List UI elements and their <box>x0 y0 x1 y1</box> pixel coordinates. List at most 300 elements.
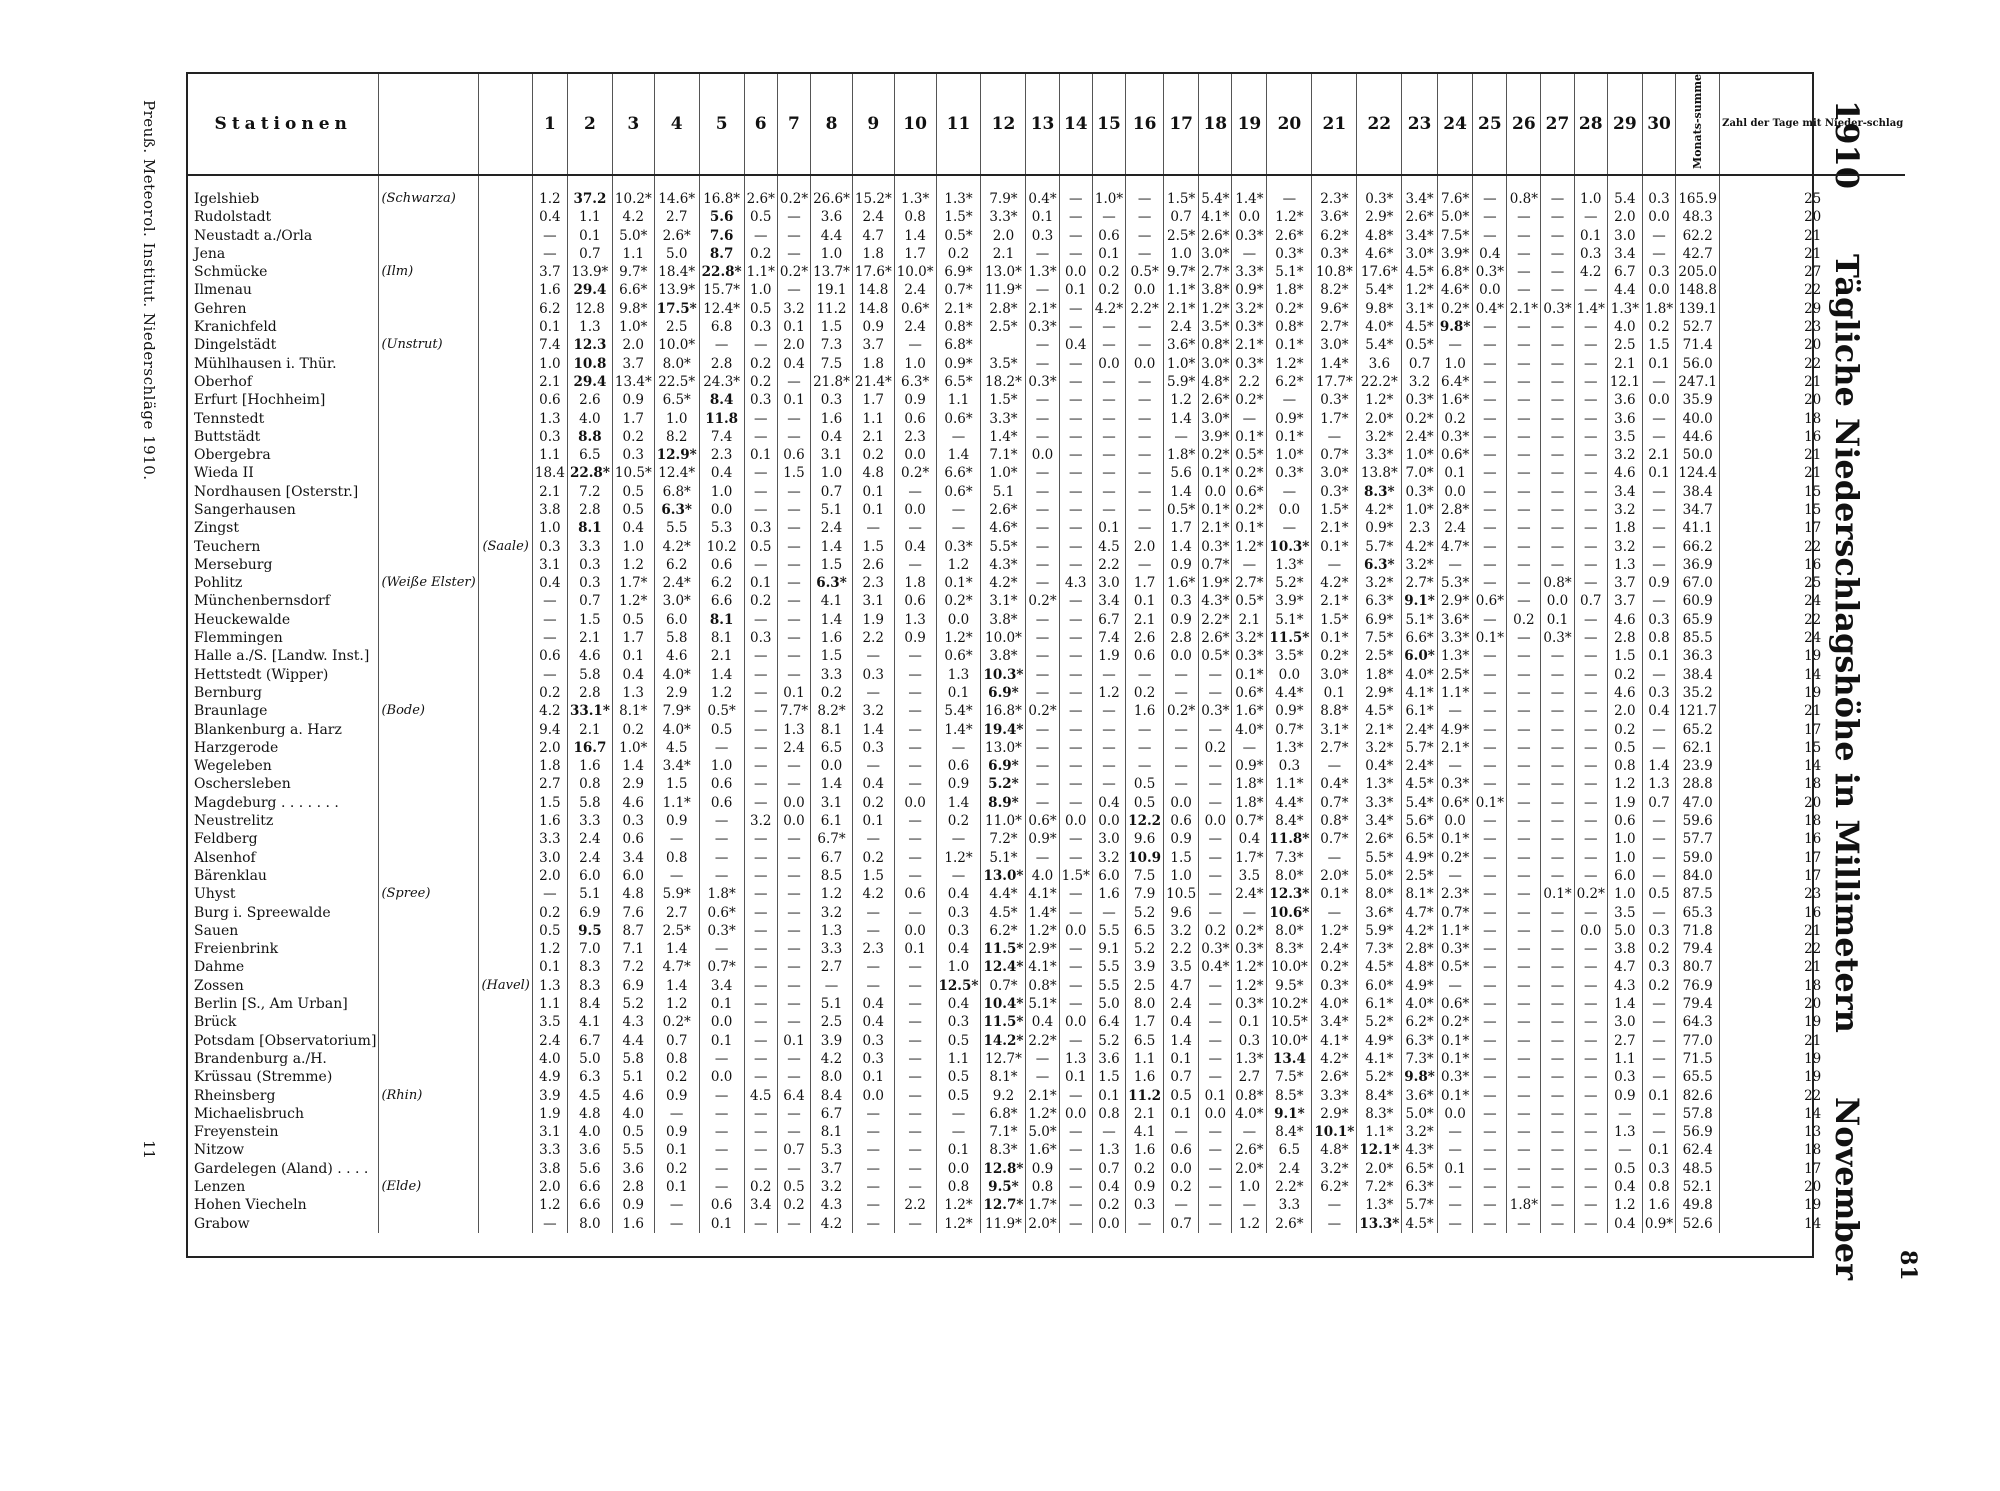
daily-value: 4.0* <box>654 666 699 684</box>
table-row <box>188 1215 1905 1233</box>
daily-value: 1.4 <box>936 446 981 464</box>
daily-value: — <box>1574 867 1607 885</box>
daily-value: 4.0 <box>1026 867 1059 885</box>
daily-value: 8.4 <box>699 391 744 409</box>
daily-value: 0.0 <box>1059 812 1092 830</box>
table-row <box>188 849 1905 867</box>
rain-days-count: 15 <box>1720 739 1906 757</box>
daily-value: 0.2 <box>936 245 981 263</box>
daily-value: 3.7 <box>1607 574 1642 592</box>
daily-value: 2.7* <box>1232 574 1267 592</box>
daily-value: 3.0 <box>1607 227 1642 245</box>
daily-value: 9.7* <box>612 263 654 281</box>
daily-value: 4.6* <box>1357 245 1402 263</box>
daily-value: 3.2 <box>744 812 777 830</box>
daily-value: 6.7 <box>1607 263 1642 281</box>
daily-value: — <box>1126 336 1164 354</box>
daily-value: 2.1 <box>567 629 612 647</box>
daily-value: 7.9* <box>654 702 699 720</box>
daily-value: 8.0* <box>1267 867 1312 885</box>
daily-value: 0.0 <box>1059 922 1092 940</box>
daily-value: 0.2* <box>894 464 936 482</box>
daily-value: 3.9* <box>1267 592 1312 610</box>
daily-value: 0.5 <box>936 1087 981 1105</box>
daily-value: — <box>1473 574 1507 592</box>
daily-value: 0.2 <box>612 428 654 446</box>
station-name: Erfurt [Hochheim] <box>194 392 326 409</box>
river-group-label <box>379 1215 479 1233</box>
daily-value: 3.1 <box>532 1123 567 1141</box>
daily-value: 9.7* <box>1164 263 1199 281</box>
daily-value: — <box>1574 629 1607 647</box>
table-row <box>188 574 1905 592</box>
daily-value: 4.5* <box>1402 1215 1438 1233</box>
daily-value: 0.1 <box>936 1141 981 1159</box>
daily-value: 6.6* <box>612 281 654 299</box>
daily-value: — <box>744 464 777 482</box>
monthly-sum: 38.4 <box>1676 483 1720 501</box>
daily-value: 2.7* <box>1199 263 1232 281</box>
daily-value: — <box>1092 775 1125 793</box>
table-row <box>188 263 1905 281</box>
table-row <box>188 611 1905 629</box>
daily-value: 0.1* <box>1473 794 1507 812</box>
daily-value: — <box>1026 574 1059 592</box>
daily-value: 3.5* <box>1267 647 1312 665</box>
river-group-label: (Elde) <box>379 1178 479 1196</box>
daily-value: 9.1* <box>1267 1105 1312 1123</box>
daily-value: 1.2 <box>699 684 744 702</box>
daily-value: 11.8 <box>699 410 744 428</box>
basin-group-label <box>479 647 532 665</box>
station-name: Krüssau (Stremme) <box>194 1069 333 1086</box>
daily-value: 0.9 <box>612 391 654 409</box>
daily-value: — <box>1092 373 1125 391</box>
day-header-13: 13 <box>1026 74 1059 175</box>
daily-value: — <box>1507 245 1541 263</box>
daily-value: 0.3 <box>1642 263 1675 281</box>
daily-value: — <box>744 1050 777 1068</box>
daily-value: 2.0* <box>1357 1160 1402 1178</box>
daily-value: 10.1* <box>1312 1123 1357 1141</box>
daily-value: 3.2 <box>852 702 894 720</box>
daily-value: — <box>894 775 936 793</box>
daily-value: — <box>1541 647 1574 665</box>
daily-value: 0.3* <box>1437 775 1473 793</box>
daily-value: — <box>1507 208 1541 226</box>
daily-value: — <box>1026 410 1059 428</box>
monthly-sum: 165.9 <box>1676 175 1720 208</box>
station-name: Grabow <box>194 1215 250 1232</box>
daily-value: 8.2 <box>654 428 699 446</box>
monthly-sum: 71.4 <box>1676 336 1720 354</box>
daily-value: 0.2 <box>1437 410 1473 428</box>
daily-value: 0.2* <box>1312 958 1357 976</box>
daily-value: 0.9* <box>1357 519 1402 537</box>
daily-value: — <box>1126 227 1164 245</box>
daily-value: 10.2 <box>699 538 744 556</box>
daily-value: — <box>1092 739 1125 757</box>
daily-value: 1.7 <box>1126 574 1164 592</box>
rain-days-count: 15 <box>1720 501 1906 519</box>
daily-value: 2.9* <box>1026 940 1059 958</box>
rain-days-count: 23 <box>1720 318 1906 336</box>
daily-value: — <box>1473 355 1507 373</box>
daily-value: 0.5 <box>1126 794 1164 812</box>
daily-value: 2.7 <box>654 904 699 922</box>
daily-value: — <box>894 1160 936 1178</box>
daily-value: — <box>1642 995 1675 1013</box>
daily-value: 3.6 <box>1092 1050 1125 1068</box>
daily-value: — <box>1642 666 1675 684</box>
daily-value: 8.0 <box>1126 995 1164 1013</box>
daily-value: 1.6 <box>1126 1141 1164 1159</box>
daily-value: 0.6 <box>699 556 744 574</box>
daily-value: — <box>777 245 810 263</box>
daily-value: — <box>744 940 777 958</box>
daily-value: — <box>1026 391 1059 409</box>
daily-value: 0.5 <box>744 208 777 226</box>
daily-value: 21.4* <box>852 373 894 391</box>
daily-value: — <box>744 556 777 574</box>
daily-value: 2.6 <box>567 391 612 409</box>
daily-value: — <box>1574 1215 1607 1233</box>
daily-value: 0.3 <box>1642 1160 1675 1178</box>
daily-value: 3.5 <box>1164 958 1199 976</box>
daily-value: 5.0 <box>1092 995 1125 1013</box>
daily-value: 0.0 <box>936 611 981 629</box>
daily-value: — <box>1437 556 1473 574</box>
daily-value: 2.0 <box>981 227 1026 245</box>
daily-value: 3.2 <box>1092 849 1125 867</box>
daily-value: — <box>1541 428 1574 446</box>
daily-value: — <box>1642 1123 1675 1141</box>
daily-value: 10.0* <box>894 263 936 281</box>
daily-value: 3.6 <box>567 1141 612 1159</box>
daily-value: — <box>1126 556 1164 574</box>
daily-value: 1.0 <box>699 757 744 775</box>
daily-value: 6.9* <box>981 757 1026 775</box>
daily-value: 1.8 <box>532 757 567 775</box>
daily-value: 13.0* <box>981 867 1026 885</box>
daily-value: — <box>1473 904 1507 922</box>
daily-value: — <box>1541 538 1574 556</box>
daily-value: — <box>1059 611 1092 629</box>
daily-value: 0.0 <box>1199 483 1232 501</box>
daily-value: 1.0* <box>981 464 1026 482</box>
daily-value: 0.2 <box>1607 666 1642 684</box>
daily-value: 0.4 <box>894 538 936 556</box>
daily-value: 1.6 <box>811 629 853 647</box>
monthly-sum: 247.1 <box>1676 373 1720 391</box>
table-row <box>188 227 1905 245</box>
table-row <box>188 958 1905 976</box>
daily-value: 18.4 <box>532 464 567 482</box>
daily-value: 1.7* <box>1312 410 1357 428</box>
rain-days-count: 23 <box>1720 885 1906 903</box>
daily-value: 5.0 <box>1607 922 1642 940</box>
daily-value: — <box>1507 1050 1541 1068</box>
daily-value: — <box>1642 501 1675 519</box>
rain-days-count: 16 <box>1720 428 1906 446</box>
daily-value: 2.7 <box>1607 1032 1642 1050</box>
daily-value: — <box>1092 428 1125 446</box>
daily-value: 1.4 <box>1164 410 1199 428</box>
monthly-sum: 139.1 <box>1676 300 1720 318</box>
daily-value: 2.5 <box>654 318 699 336</box>
basin-group-header <box>479 74 532 175</box>
daily-value: 0.9 <box>894 629 936 647</box>
daily-value: 0.2* <box>1437 849 1473 867</box>
daily-value: 2.8 <box>567 684 612 702</box>
daily-value: 5.6 <box>699 208 744 226</box>
daily-value: 8.4 <box>567 995 612 1013</box>
daily-value: — <box>1092 318 1125 336</box>
daily-value: — <box>1232 245 1267 263</box>
daily-value: — <box>1642 592 1675 610</box>
daily-value: 0.2 <box>1092 281 1125 299</box>
daily-value: 0.0 <box>1126 355 1164 373</box>
daily-value: 8.3* <box>981 1141 1026 1159</box>
daily-value: 1.4* <box>981 428 1026 446</box>
daily-value: — <box>1507 1068 1541 1086</box>
daily-value: — <box>1473 1196 1507 1214</box>
daily-value: 0.2* <box>1026 702 1059 720</box>
daily-value: 16.8* <box>699 175 744 208</box>
daily-value: — <box>1232 1123 1267 1141</box>
daily-value: — <box>1541 958 1574 976</box>
daily-value: 1.5* <box>1312 611 1357 629</box>
daily-value: — <box>1164 757 1199 775</box>
table-row <box>188 684 1905 702</box>
daily-value: — <box>894 702 936 720</box>
daily-value: 4.0* <box>1312 995 1357 1013</box>
daily-value: 0.0 <box>811 757 853 775</box>
table-row <box>188 995 1905 1013</box>
daily-value: 3.0 <box>532 849 567 867</box>
daily-value: 4.2* <box>654 538 699 556</box>
daily-value: 0.2 <box>1642 977 1675 995</box>
daily-value: 4.1* <box>1026 958 1059 976</box>
daily-value: — <box>1507 336 1541 354</box>
daily-value: 1.8* <box>1357 666 1402 684</box>
daily-value: 0.2* <box>1437 1013 1473 1031</box>
river-group-label <box>379 647 479 665</box>
daily-value: 2.1 <box>532 483 567 501</box>
daily-value: 12.9* <box>654 446 699 464</box>
daily-value: 0.3 <box>1642 958 1675 976</box>
monthly-sum: 59.0 <box>1676 849 1720 867</box>
daily-value: 3.6 <box>1357 355 1402 373</box>
daily-value: 0.5* <box>1402 336 1438 354</box>
daily-value: 0.7* <box>1199 556 1232 574</box>
daily-value: 0.1 <box>1642 464 1675 482</box>
monthly-sum-header: Monats-summe <box>1676 74 1720 175</box>
daily-value: — <box>1059 1215 1092 1233</box>
daily-value: 1.0 <box>811 464 853 482</box>
daily-value: 1.0* <box>1402 501 1438 519</box>
daily-value: 0.9* <box>1267 410 1312 428</box>
daily-value: 6.5 <box>1267 1141 1312 1159</box>
daily-value: 0.9 <box>936 775 981 793</box>
daily-value: — <box>1473 501 1507 519</box>
daily-value: — <box>1059 446 1092 464</box>
daily-value: 1.1* <box>1437 684 1473 702</box>
daily-value: 0.9 <box>654 1087 699 1105</box>
daily-value: 29.4 <box>567 281 612 299</box>
daily-value: — <box>1507 885 1541 903</box>
daily-value: 0.0 <box>1059 1013 1092 1031</box>
daily-value: 0.2 <box>744 592 777 610</box>
daily-value: 2.8 <box>1164 629 1199 647</box>
daily-value: 2.7 <box>532 775 567 793</box>
daily-value: — <box>1473 1087 1507 1105</box>
daily-value: 5.9* <box>654 885 699 903</box>
daily-value: 2.1* <box>1164 300 1199 318</box>
daily-value: 1.0 <box>1607 849 1642 867</box>
daily-value: 3.4* <box>1402 175 1438 208</box>
daily-value: — <box>1473 556 1507 574</box>
daily-value: 1.3* <box>1267 739 1312 757</box>
daily-value: — <box>1473 958 1507 976</box>
daily-value: 8.4* <box>1267 1123 1312 1141</box>
basin-group-label <box>479 1178 532 1196</box>
daily-value: — <box>1164 1123 1199 1141</box>
monthly-sum: 79.4 <box>1676 940 1720 958</box>
daily-value: 0.6 <box>1164 1141 1199 1159</box>
daily-value: 1.5* <box>981 391 1026 409</box>
daily-value: 3.2* <box>1402 556 1438 574</box>
daily-value: 0.7 <box>1642 794 1675 812</box>
daily-value: — <box>1574 556 1607 574</box>
daily-value: — <box>1642 519 1675 537</box>
daily-value: — <box>1642 1050 1675 1068</box>
daily-value: 6.5* <box>936 373 981 391</box>
daily-value: 10.3* <box>981 666 1026 684</box>
daily-value: — <box>744 702 777 720</box>
daily-value: 0.9 <box>1164 611 1199 629</box>
monthly-sum: 44.6 <box>1676 428 1720 446</box>
station-name: Feldberg <box>194 831 258 848</box>
rain-days-count: 14 <box>1720 757 1906 775</box>
daily-value: 1.2 <box>1164 391 1199 409</box>
daily-value: 6.8* <box>936 336 981 354</box>
basin-group-label: (Saale) <box>479 538 532 556</box>
daily-value: 0.3 <box>936 1013 981 1031</box>
daily-value: 1.2 <box>1232 1215 1267 1233</box>
daily-value: — <box>1126 391 1164 409</box>
daily-value: 1.6 <box>532 812 567 830</box>
table-row <box>188 647 1905 665</box>
daily-value: — <box>699 849 744 867</box>
daily-value: — <box>1026 757 1059 775</box>
daily-value: 0.3* <box>1199 702 1232 720</box>
daily-value: 0.8* <box>1507 175 1541 208</box>
daily-value: — <box>1541 830 1574 848</box>
daily-value: 4.4 <box>612 1032 654 1050</box>
daily-value: — <box>532 885 567 903</box>
daily-value: — <box>1026 629 1059 647</box>
daily-value: 0.2 <box>777 1196 810 1214</box>
daily-value: — <box>1267 519 1312 537</box>
daily-value: 2.6* <box>1199 227 1232 245</box>
table-row <box>188 410 1905 428</box>
river-group-label <box>379 538 479 556</box>
daily-value: 8.8* <box>1312 702 1357 720</box>
daily-value: — <box>1437 336 1473 354</box>
station-name: Heuckewalde <box>194 611 291 628</box>
daily-value: 6.7 <box>811 849 853 867</box>
daily-value: — <box>532 245 567 263</box>
daily-value: 3.6 <box>811 208 853 226</box>
daily-value: 0.3* <box>1232 227 1267 245</box>
basin-group-label <box>479 300 532 318</box>
daily-value: 6.3* <box>1402 1178 1438 1196</box>
daily-value: — <box>1059 1087 1092 1105</box>
daily-value: 1.7 <box>1164 519 1199 537</box>
river-group-label <box>379 464 479 482</box>
daily-value: 4.0* <box>1402 666 1438 684</box>
daily-value: 2.4 <box>777 739 810 757</box>
daily-value: 3.6* <box>1402 1087 1438 1105</box>
daily-value: 10.0* <box>654 336 699 354</box>
daily-value: 1.0 <box>811 245 853 263</box>
station-name: Berlin [S., Am Urban] <box>194 996 348 1013</box>
daily-value: 4.8 <box>567 1105 612 1123</box>
basin-group-label <box>479 373 532 391</box>
daily-value: 4.5 <box>567 1087 612 1105</box>
daily-value: 1.9 <box>1092 647 1125 665</box>
daily-value: 9.5 <box>567 922 612 940</box>
daily-value: 12.8* <box>981 1160 1026 1178</box>
daily-value: 12.1* <box>1357 1141 1402 1159</box>
daily-value: 0.2* <box>654 1013 699 1031</box>
daily-value: 1.5 <box>567 611 612 629</box>
daily-value: — <box>1507 958 1541 976</box>
rain-days-count: 17 <box>1720 519 1906 537</box>
daily-value: 0.3* <box>1312 245 1357 263</box>
river-group-label <box>379 318 479 336</box>
daily-value: — <box>936 1105 981 1123</box>
daily-value: 0.0 <box>1232 208 1267 226</box>
daily-value: 1.3 <box>1607 1123 1642 1141</box>
daily-value: — <box>1507 1013 1541 1031</box>
daily-value: 1.3* <box>936 175 981 208</box>
daily-value: — <box>699 1141 744 1159</box>
daily-value: 3.0* <box>654 592 699 610</box>
basin-group-label <box>479 318 532 336</box>
daily-value: 1.1 <box>532 995 567 1013</box>
daily-value: — <box>1507 410 1541 428</box>
basin-group-label <box>479 1123 532 1141</box>
table-row <box>188 538 1905 556</box>
daily-value: — <box>852 1160 894 1178</box>
daily-value: 0.7 <box>777 1141 810 1159</box>
daily-value: 0.0 <box>777 794 810 812</box>
station-name: Oschersleben <box>194 776 291 793</box>
daily-value: 0.1 <box>936 684 981 702</box>
daily-value: 3.2* <box>1312 1160 1357 1178</box>
river-group-label <box>379 830 479 848</box>
daily-value: 0.0 <box>699 1013 744 1031</box>
daily-value: 3.2 <box>1607 501 1642 519</box>
daily-value: 4.3* <box>981 556 1026 574</box>
daily-value: 3.9 <box>1126 958 1164 976</box>
daily-value: 9.1 <box>1092 940 1125 958</box>
daily-value: 6.3* <box>1357 592 1402 610</box>
daily-value: — <box>1059 592 1092 610</box>
daily-value: 2.6* <box>1199 391 1232 409</box>
